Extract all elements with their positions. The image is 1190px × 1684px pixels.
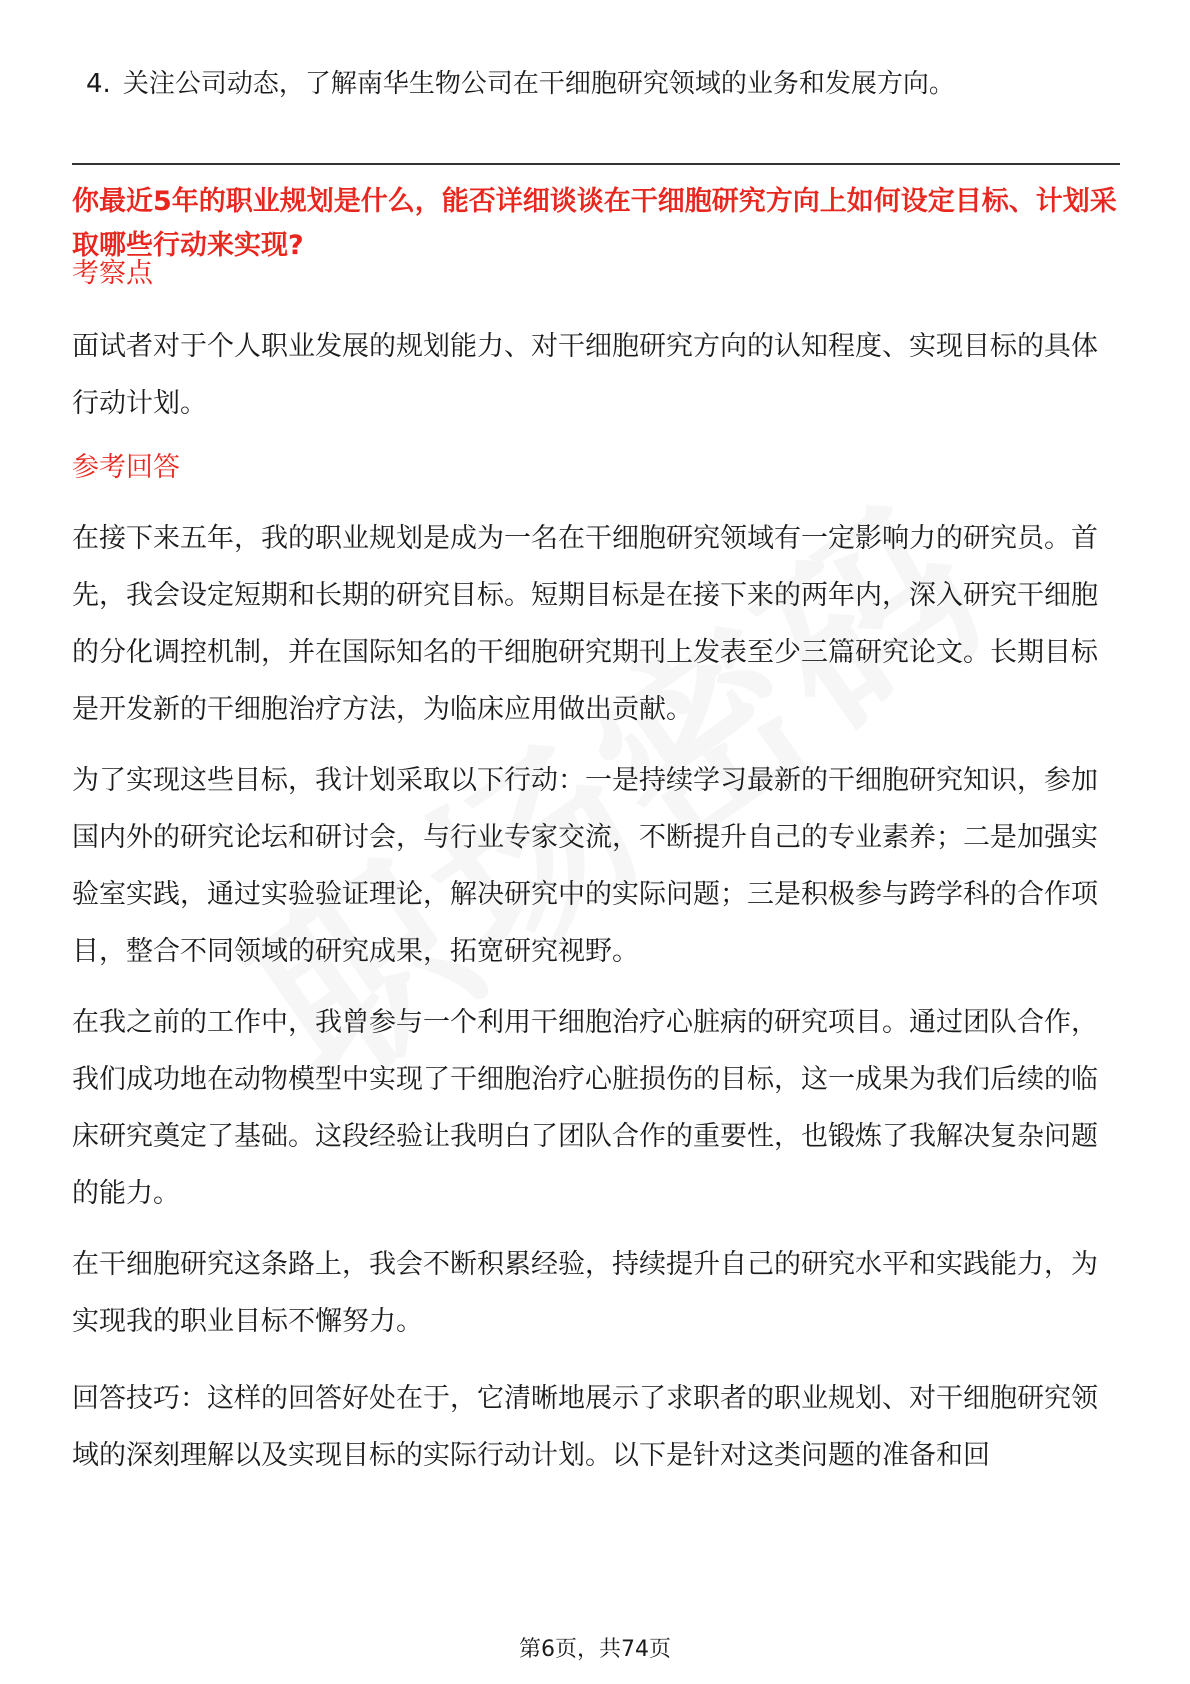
- list-item-number: 4.: [86, 69, 111, 99]
- answer-paragraph-3: 在我之前的工作中，我曾参与一个利用干细胞治疗心脏病的研究项目。通过团队合作，我们成功地在动物模型中实现了干细胞治疗心脏损伤的目标，这一成果为我们后续的临床研究奠定了基础。这段经验让我明白了团队合作的重要性，也锻炼了我解决复杂问题的能力。: [72, 1007, 1098, 1209]
- focus-label: 考察点: [72, 258, 153, 289]
- focus-text: 面试者对于个人职业发展的规划能力、对干细胞研究方向的认知程度、实现目标的具体行动计划。: [72, 331, 1098, 419]
- question-heading: 你最近5年的职业规划是什么，能否详细谈谈在干细胞研究方向上如何设定目标、计划采取哪些行动来实现?: [72, 186, 1117, 261]
- list-item: [86, 62, 955, 106]
- answer-label: 参考回答: [72, 452, 180, 483]
- answer-paragraph-4: 在干细胞研究这条路上，我会不断积累经验，持续提升自己的研究水平和实践能力，为实现我的职业目标不懈努力。: [72, 1249, 1098, 1337]
- answer-tip-paragraph: 回答技巧：这样的回答好处在于，它清晰地展示了求职者的职业规划、对干细胞研究领域的深刻理解以及实现目标的实际行动计划。以下是针对这类问题的准备和回: [72, 1383, 1098, 1471]
- divider: [72, 163, 1120, 165]
- page-number: 第6页，共74页: [519, 1637, 671, 1662]
- answer-paragraph-1: 在接下来五年，我的职业规划是成为一名在干细胞研究领域有一定影响力的研究员。首先，我会设定短期和长期的研究目标。短期目标是在接下来的两年内，深入研究干细胞的分化调控机制，并在国际知名的干细胞研究期刊上发表至少三篇研究论文。长期目标是开发新的干细胞治疗方法，为临床应用做出贡献。: [72, 523, 1098, 725]
- list-item-text: 关注公司动态，了解南华生物公司在干细胞研究领域的业务和发展方向。: [122, 69, 955, 99]
- answer-paragraph-2: 为了实现这些目标，我计划采取以下行动：一是持续学习最新的干细胞研究知识，参加国内外的研究论坛和研讨会，与行业专家交流，不断提升自己的专业素养；二是加强实验室实践，通过实验验证理论，解决研究中的实际问题；三是积极参与跨学科的合作项目，整合不同领域的研究成果，拓宽研究视野。: [72, 765, 1098, 967]
